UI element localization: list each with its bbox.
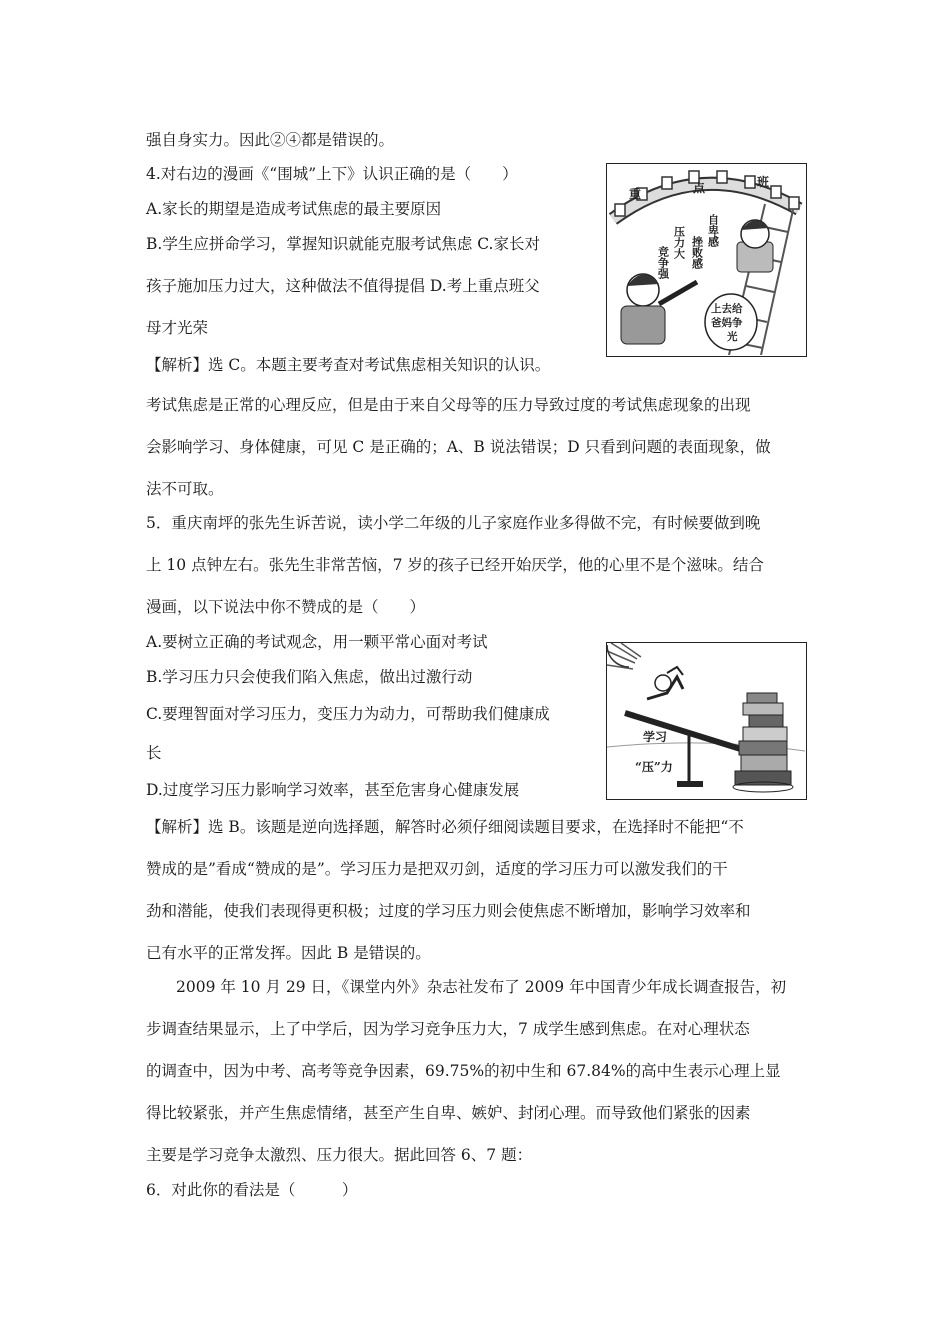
passage-line-4: 得比较紧张，并产生焦虑情绪，甚至产生自卑、嫉妒、封闭心理。而导致他们紧张的因素 [146,1104,751,1122]
child-figure [647,667,683,699]
question-5: 5．重庆南坪的张先生诉苦说，读小学二年级的儿子家庭作业多得做不完，有时候要做到晚 [146,514,761,532]
option-5b: B.学习压力只会使我们陷入焦虑，做出过激行动 [146,668,473,686]
analysis-4-line-2: 考试焦虑是正常的心理反应，但是由于来自父母等的压力导致过度的考试焦虑现象的出现 [146,396,751,414]
analysis-4-line-4: 法不可取。 [146,480,224,498]
analysis-4-line-3: 会影响学习、身体健康，可见 C 是正确的；A、B 说法错误；D 只看到问题的表面现象，做 [146,438,771,456]
label-study: 学习 [643,730,668,744]
passage-line-3: 的调查中，因为中考、高考等竞争因素，69.75%的初中生和 67.84%的高中生表示心理上显 [146,1062,781,1080]
wall-char-2: 点 [693,181,706,195]
option-5c: C.要理智面对学习压力，变压力为动力，可帮助我们健康成 [146,705,550,723]
analysis-5-line-3: 劲和潜能，使我们表现得更积极；过度的学习压力则会使焦虑不断增加，影响学习效率和 [146,902,751,920]
question-5-line-3: 漫画，以下说法中你不赞成的是（ ） [146,598,426,616]
option-5c-cont: 长 [146,744,162,762]
option-4d: 母才光荣 [146,319,209,337]
text-line-1: 强自身实力。因此②④都是错误的。 [146,131,395,149]
label-pressure: “压”力 [635,760,673,774]
label-inferiority: 自卑感 [706,214,720,247]
book-stack [733,693,793,792]
question-6: 6．对此你的看法是（ ） [146,1181,358,1199]
passage-line-2: 步调查结果显示，上了中学后，因为学习竞争压力大，7 成学生感到焦虑。在对心理状态 [146,1020,750,1038]
option-4b: B.学生应拼命学习，掌握知识就能克服考试焦虑 C.家长对 [146,235,540,253]
child-figure [737,220,773,272]
bubble-line-2: 爸妈争 [711,317,743,329]
wall-char-3: 班 [757,175,770,189]
cartoon-seesaw [606,642,807,800]
label-frustration: 挫败感 [690,236,704,269]
analysis-5: 【解析】选 B。该题是逆向选择题，解答时必须仔细阅读题目要求，在选择时不能把“不 [146,818,744,836]
analysis-5-line-2: 赞成的是”看成“赞成的是”。学习压力是把双刃剑，适度的学习压力可以激发我们的干 [146,860,728,878]
option-5a: A.要树立正确的考试观念，用一颗平常心面对考试 [146,633,488,651]
passage-line-5: 主要是学习竞争太激烈、压力很大。据此回答 6、7 题： [146,1146,533,1164]
parent-figure [621,274,697,344]
bubble-line-3: 光 [727,331,738,343]
option-4a: A.家长的期望是造成考试焦虑的最主要原因 [146,200,442,218]
option-4c: 孩子施加压力过大，这种做法不值得提倡 D.考上重点班父 [146,277,540,295]
passage-line-1: 2009 年 10 月 29 日，《课堂内外》杂志社发布了 2009 年中国青少年成长调查报告，初 [176,978,787,996]
wall-char-1: 重 [629,187,642,201]
question-4: 4.对右边的漫画《“围城”上下》认识正确的是（ ） [146,165,518,183]
question-5-line-2: 上 10 点钟左右。张先生非常苦恼，7 岁的孩子已经开始厌学，他的心里不是个滋味。结合 [146,556,764,574]
option-5d: D.过度学习压力影响学习效率，甚至危害身心健康发展 [146,781,520,799]
analysis-5-line-4: 已有水平的正常发挥。因此 B 是错误的。 [146,944,431,962]
analysis-4: 【解析】选 C。本题主要考查对考试焦虑相关知识的认识。 [146,356,551,374]
cartoon-siege-wall [606,163,807,357]
bubble-line-1: 上去给 [711,303,743,315]
label-pressure: 压力大 [672,226,686,259]
label-competition: 竞争强 [656,246,670,279]
